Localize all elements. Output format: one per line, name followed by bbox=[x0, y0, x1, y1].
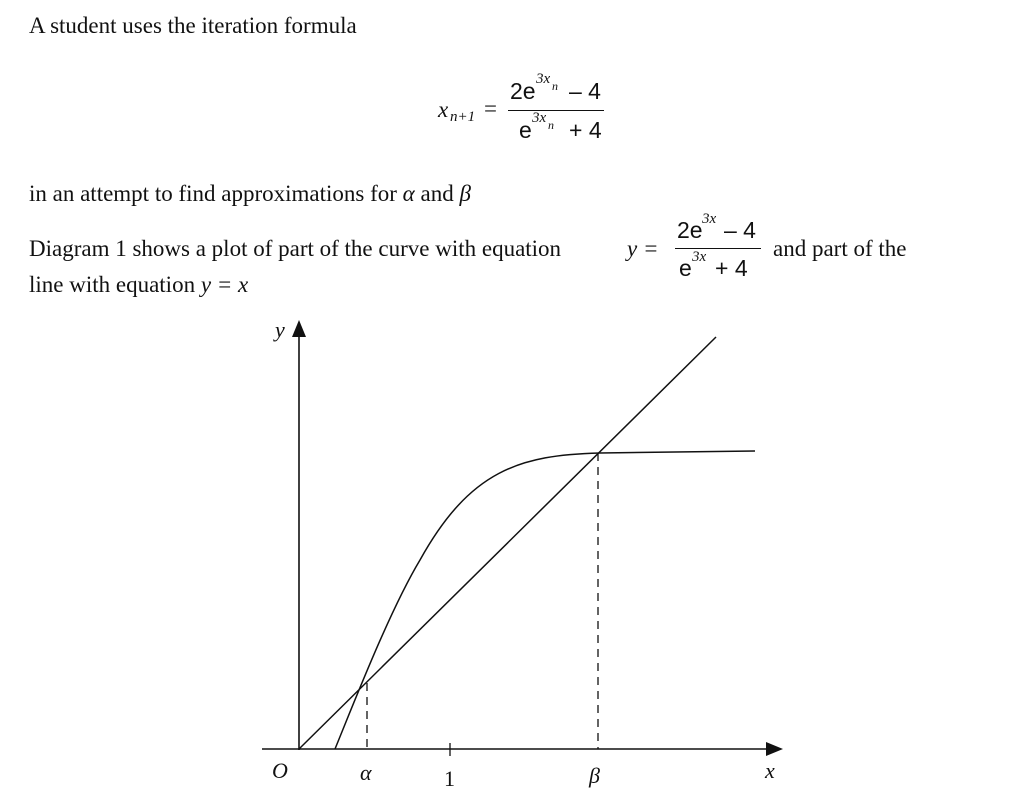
formula-equals: = bbox=[484, 96, 497, 121]
diagram-after: and part of the bbox=[773, 236, 907, 261]
intro-text: A student uses the iteration formula bbox=[29, 13, 357, 38]
diagram-numerator-2e: 2e bbox=[677, 217, 703, 243]
x-axis-arrow-icon bbox=[766, 742, 783, 756]
attempt-prefix: in an attempt to find approximations for bbox=[29, 181, 403, 206]
alpha-symbol: α bbox=[402, 181, 415, 206]
one-label: 1 bbox=[444, 766, 455, 791]
formula-numerator-exponent-sub: n bbox=[552, 79, 558, 93]
diagram-numerator-exponent: 3x bbox=[702, 211, 717, 227]
diagram-numerator-minus-4: – 4 bbox=[724, 217, 756, 243]
formula-denominator-exponent: 3x bbox=[532, 110, 547, 126]
diagram-denominator-plus-4: + 4 bbox=[715, 255, 748, 281]
line-y-equals-x bbox=[299, 337, 716, 749]
formula-denominator-exponent-sub: n bbox=[548, 118, 554, 132]
diagram-line2-text: line with equation bbox=[29, 272, 201, 297]
origin-label: O bbox=[272, 758, 288, 783]
y-axis-arrow-icon bbox=[292, 320, 306, 337]
formula-lhs-subscript: n+1 bbox=[450, 109, 476, 125]
y-axis-label: y bbox=[275, 317, 285, 342]
alpha-label: α bbox=[360, 760, 372, 785]
attempt-and: and bbox=[414, 181, 460, 206]
formula-lhs-variable: x bbox=[438, 97, 449, 122]
diagram-denominator-e: e bbox=[679, 255, 692, 281]
diagram-y-equals: y = bbox=[627, 236, 659, 261]
formula-numerator-minus-4: – 4 bbox=[569, 78, 601, 104]
formula-denominator-e: e bbox=[519, 117, 532, 143]
formula-numerator-2e: 2e bbox=[510, 78, 536, 104]
diagram-denominator-exponent: 3x bbox=[692, 249, 707, 265]
beta-label: β bbox=[589, 763, 600, 788]
formula-numerator-exponent: 3x bbox=[536, 71, 551, 87]
diagram-line1: Diagram 1 shows a plot of part of the curve with equation bbox=[29, 236, 562, 261]
diagram-line2-equation: y = x bbox=[200, 272, 249, 297]
curve bbox=[335, 451, 755, 749]
formula-denominator-plus-4: + 4 bbox=[569, 117, 602, 143]
beta-symbol: β bbox=[459, 181, 471, 206]
x-axis-label: x bbox=[765, 758, 775, 783]
